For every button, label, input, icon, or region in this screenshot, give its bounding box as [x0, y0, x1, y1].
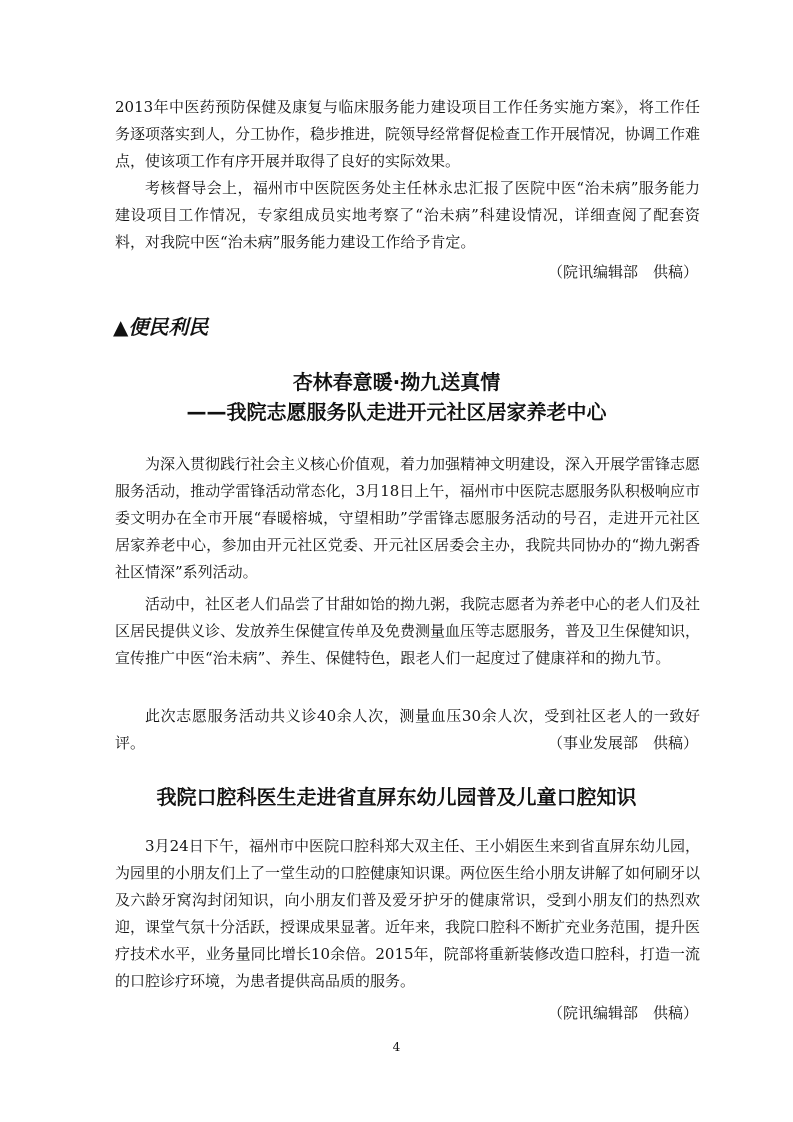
article2-title: 杏林春意暖·拗九送真情 — [292, 370, 501, 394]
section-title: 便民利民 — [128, 315, 209, 339]
article2-subtitle: ——我院志愿服务队走进开元社区居家养老中心 — [186, 400, 607, 424]
article2-paragraph-1: 为深入贯彻践行社会主义核心价值观，着力加强精神文明建设，深入开展学雷锋志愿服务活动，推动学雷锋活动常态化，3月18日上午，福州市中医院志愿服务队积极响应市委文明办在全市开展“春暖榕城，守望相助”学雷锋志愿服务活动的号召，走进开元社区居家养老中心，参加由开元社区党委、开元社区居委会主办，我院共同协办的“拗九粥香社区情深”系列活动。 — [115, 455, 701, 581]
article3-source: （院讯编辑部 供稿） — [547, 1004, 698, 1022]
article3-title: 我院口腔科医生走进省直屏东幼儿园普及儿童口腔知识 — [156, 785, 637, 809]
article1-source: （院讯编辑部 供稿） — [547, 263, 698, 281]
triangle-marker-icon: ▲ — [113, 315, 129, 339]
article3-paragraph-1: 3月24日下午，福州市中医院口腔科郑大双主任、王小娟医生来到省直屏东幼儿园，为园里的小朋友们上了一堂生动的口腔健康知识课。两位医生给小朋友讲解了如何刷牙以及六龄牙窝沟封闭知识，向小朋友们普及爱牙护牙的健康常识，受到小朋友们的热烈欢迎，课堂气氛十分活跃，授课成果显著。近年来，我院口腔科不断扩充业务范围，提升医疗技术水平，业务量同比增长10余倍。2015年，院部将重新装修改造口腔科，打造一流的口腔诊疗环境，为患者提供高品质的服务。 — [115, 837, 701, 990]
article2-source: （事业发展部 供稿） — [547, 734, 698, 752]
page-number: 4 — [392, 1040, 401, 1054]
article2-paragraph-2: 活动中，社区老人们品尝了甘甜如饴的拗九粥，我院志愿者为养老中心的老人们及社区居民提供义诊、发放养生保健宣传单及免费测量血压等志愿服务，普及卫生保健知识，宣传推广中医“治未病”、养生、保健特色，跟老人们一起度过了健康祥和的拗九节。 — [115, 595, 701, 667]
article2-paragraph-3: 此次志愿服务活动共义诊40余人次，测量血压30余人次，受到社区老人的一致好评。 — [115, 707, 700, 752]
article1-paragraph-2: 考核督导会上，福州市中医院医务处主任林永忠汇报了医院中医“治未病”服务能力建设项目工作情况，专家组成员实地考察了“治未病”科建设情况，详细查阅了配套资料，对我院中医“治未病”服务能力建设工作给予肯定。 — [115, 179, 700, 251]
section-heading — [113, 312, 208, 342]
article1-paragraph-1: 2013年中医药预防保健及康复与临床服务能力建设项目工作任务实施方案》，将工作任务逐项落实到人，分工协作，稳步推进，院领导经常督促检查工作开展情况，协调工作难点，使该项工作有序开展并取得了良好的实际效果。 — [115, 98, 701, 170]
